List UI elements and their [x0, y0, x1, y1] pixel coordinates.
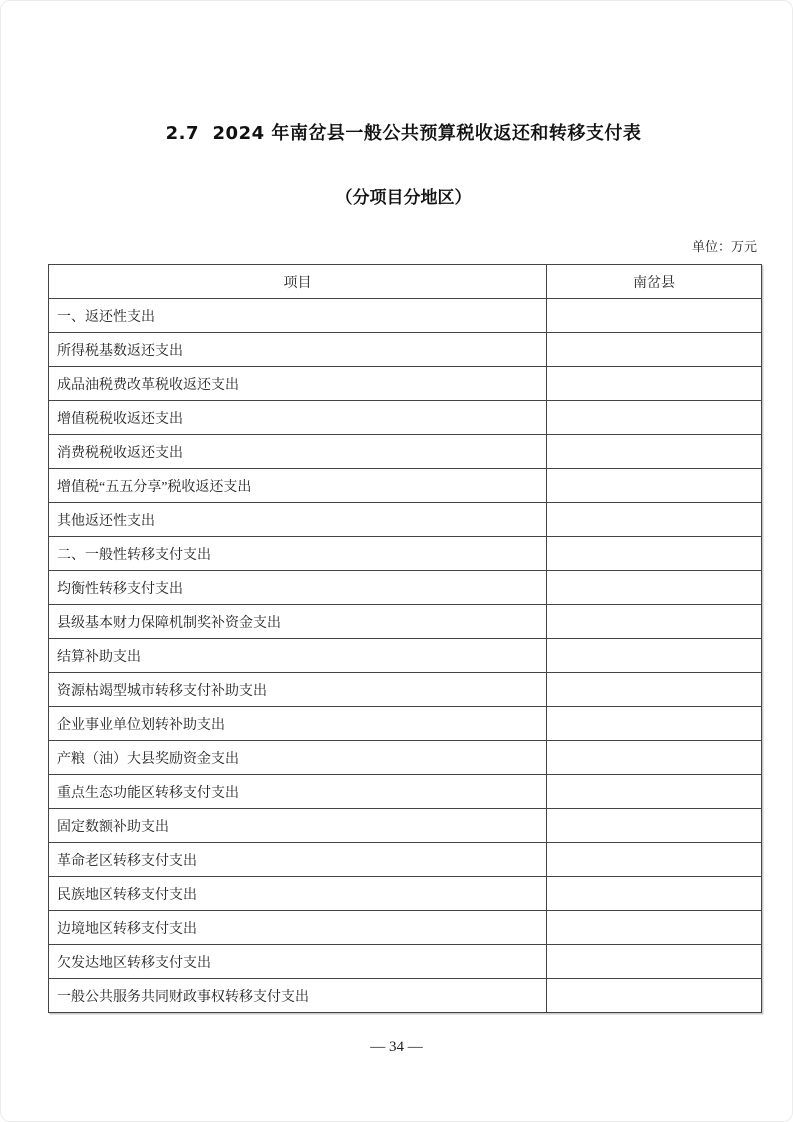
table-row — [49, 877, 762, 911]
value-cell — [547, 673, 762, 707]
table-row — [49, 571, 762, 605]
table-row — [49, 503, 762, 537]
table-row — [49, 809, 762, 843]
table-row — [49, 435, 762, 469]
item-cell: 消费税税收返还支出 — [49, 435, 547, 469]
item-cell: 边境地区转移支付支出 — [49, 911, 547, 945]
value-cell — [547, 333, 762, 367]
table-row — [49, 775, 762, 809]
table-row — [49, 639, 762, 673]
item-cell: 二、一般性转移支付支出 — [49, 537, 547, 571]
value-cell — [547, 435, 762, 469]
value-cell — [547, 469, 762, 503]
value-cell — [547, 537, 762, 571]
item-cell: 增值税税收返还支出 — [49, 401, 547, 435]
item-cell: 成品油税费改革税收返还支出 — [49, 367, 547, 401]
value-cell — [547, 299, 762, 333]
document-subtitle: （分项目分地区） — [335, 188, 472, 208]
value-cell — [547, 877, 762, 911]
table-row — [49, 367, 762, 401]
table-row — [49, 945, 762, 979]
value-cell — [547, 367, 762, 401]
item-cell: 增值税“五五分享”税收返还支出 — [49, 469, 547, 503]
value-cell — [547, 401, 762, 435]
value-cell — [547, 945, 762, 979]
table-header-row — [49, 265, 762, 299]
value-cell — [547, 843, 762, 877]
table-row — [49, 401, 762, 435]
table-row — [49, 605, 762, 639]
table-row — [49, 979, 762, 1013]
table-body — [49, 299, 762, 1013]
column-header-region: 南岔县 — [547, 265, 762, 299]
document-title: 2.7 2024 年南岔县一般公共预算税收返还和转移支付表 — [165, 123, 642, 144]
table-row — [49, 911, 762, 945]
table-row — [49, 707, 762, 741]
value-cell — [547, 741, 762, 775]
value-cell — [547, 571, 762, 605]
item-cell: 均衡性转移支付支出 — [49, 571, 547, 605]
item-cell: 革命老区转移支付支出 — [49, 843, 547, 877]
item-cell: 所得税基数返还支出 — [49, 333, 547, 367]
item-cell: 一、返还性支出 — [49, 299, 547, 333]
item-cell: 县级基本财力保障机制奖补资金支出 — [49, 605, 547, 639]
value-cell — [547, 707, 762, 741]
value-cell — [547, 503, 762, 537]
item-cell: 产粮（油）大县奖励资金支出 — [49, 741, 547, 775]
table-row — [49, 537, 762, 571]
budget-table — [48, 264, 762, 1013]
table-row — [49, 333, 762, 367]
item-cell: 一般公共服务共同财政事权转移支付支出 — [49, 979, 547, 1013]
value-cell — [547, 979, 762, 1013]
item-cell: 重点生态功能区转移支付支出 — [49, 775, 547, 809]
value-cell — [547, 605, 762, 639]
table-row — [49, 673, 762, 707]
table-row — [49, 843, 762, 877]
table-row — [49, 299, 762, 333]
unit-note: 单位：万元 — [691, 239, 757, 254]
value-cell — [547, 775, 762, 809]
item-cell: 资源枯竭型城市转移支付补助支出 — [49, 673, 547, 707]
item-cell: 企业事业单位划转补助支出 — [49, 707, 547, 741]
column-header-item: 项目 — [49, 265, 547, 299]
item-cell: 民族地区转移支付支出 — [49, 877, 547, 911]
item-cell: 其他返还性支出 — [49, 503, 547, 537]
item-cell: 欠发达地区转移支付支出 — [49, 945, 547, 979]
value-cell — [547, 809, 762, 843]
page-number: — 34 — — [370, 1039, 423, 1055]
item-cell: 结算补助支出 — [49, 639, 547, 673]
table-row — [49, 741, 762, 775]
value-cell — [547, 911, 762, 945]
value-cell — [547, 639, 762, 673]
item-cell: 固定数额补助支出 — [49, 809, 547, 843]
table-row — [49, 469, 762, 503]
